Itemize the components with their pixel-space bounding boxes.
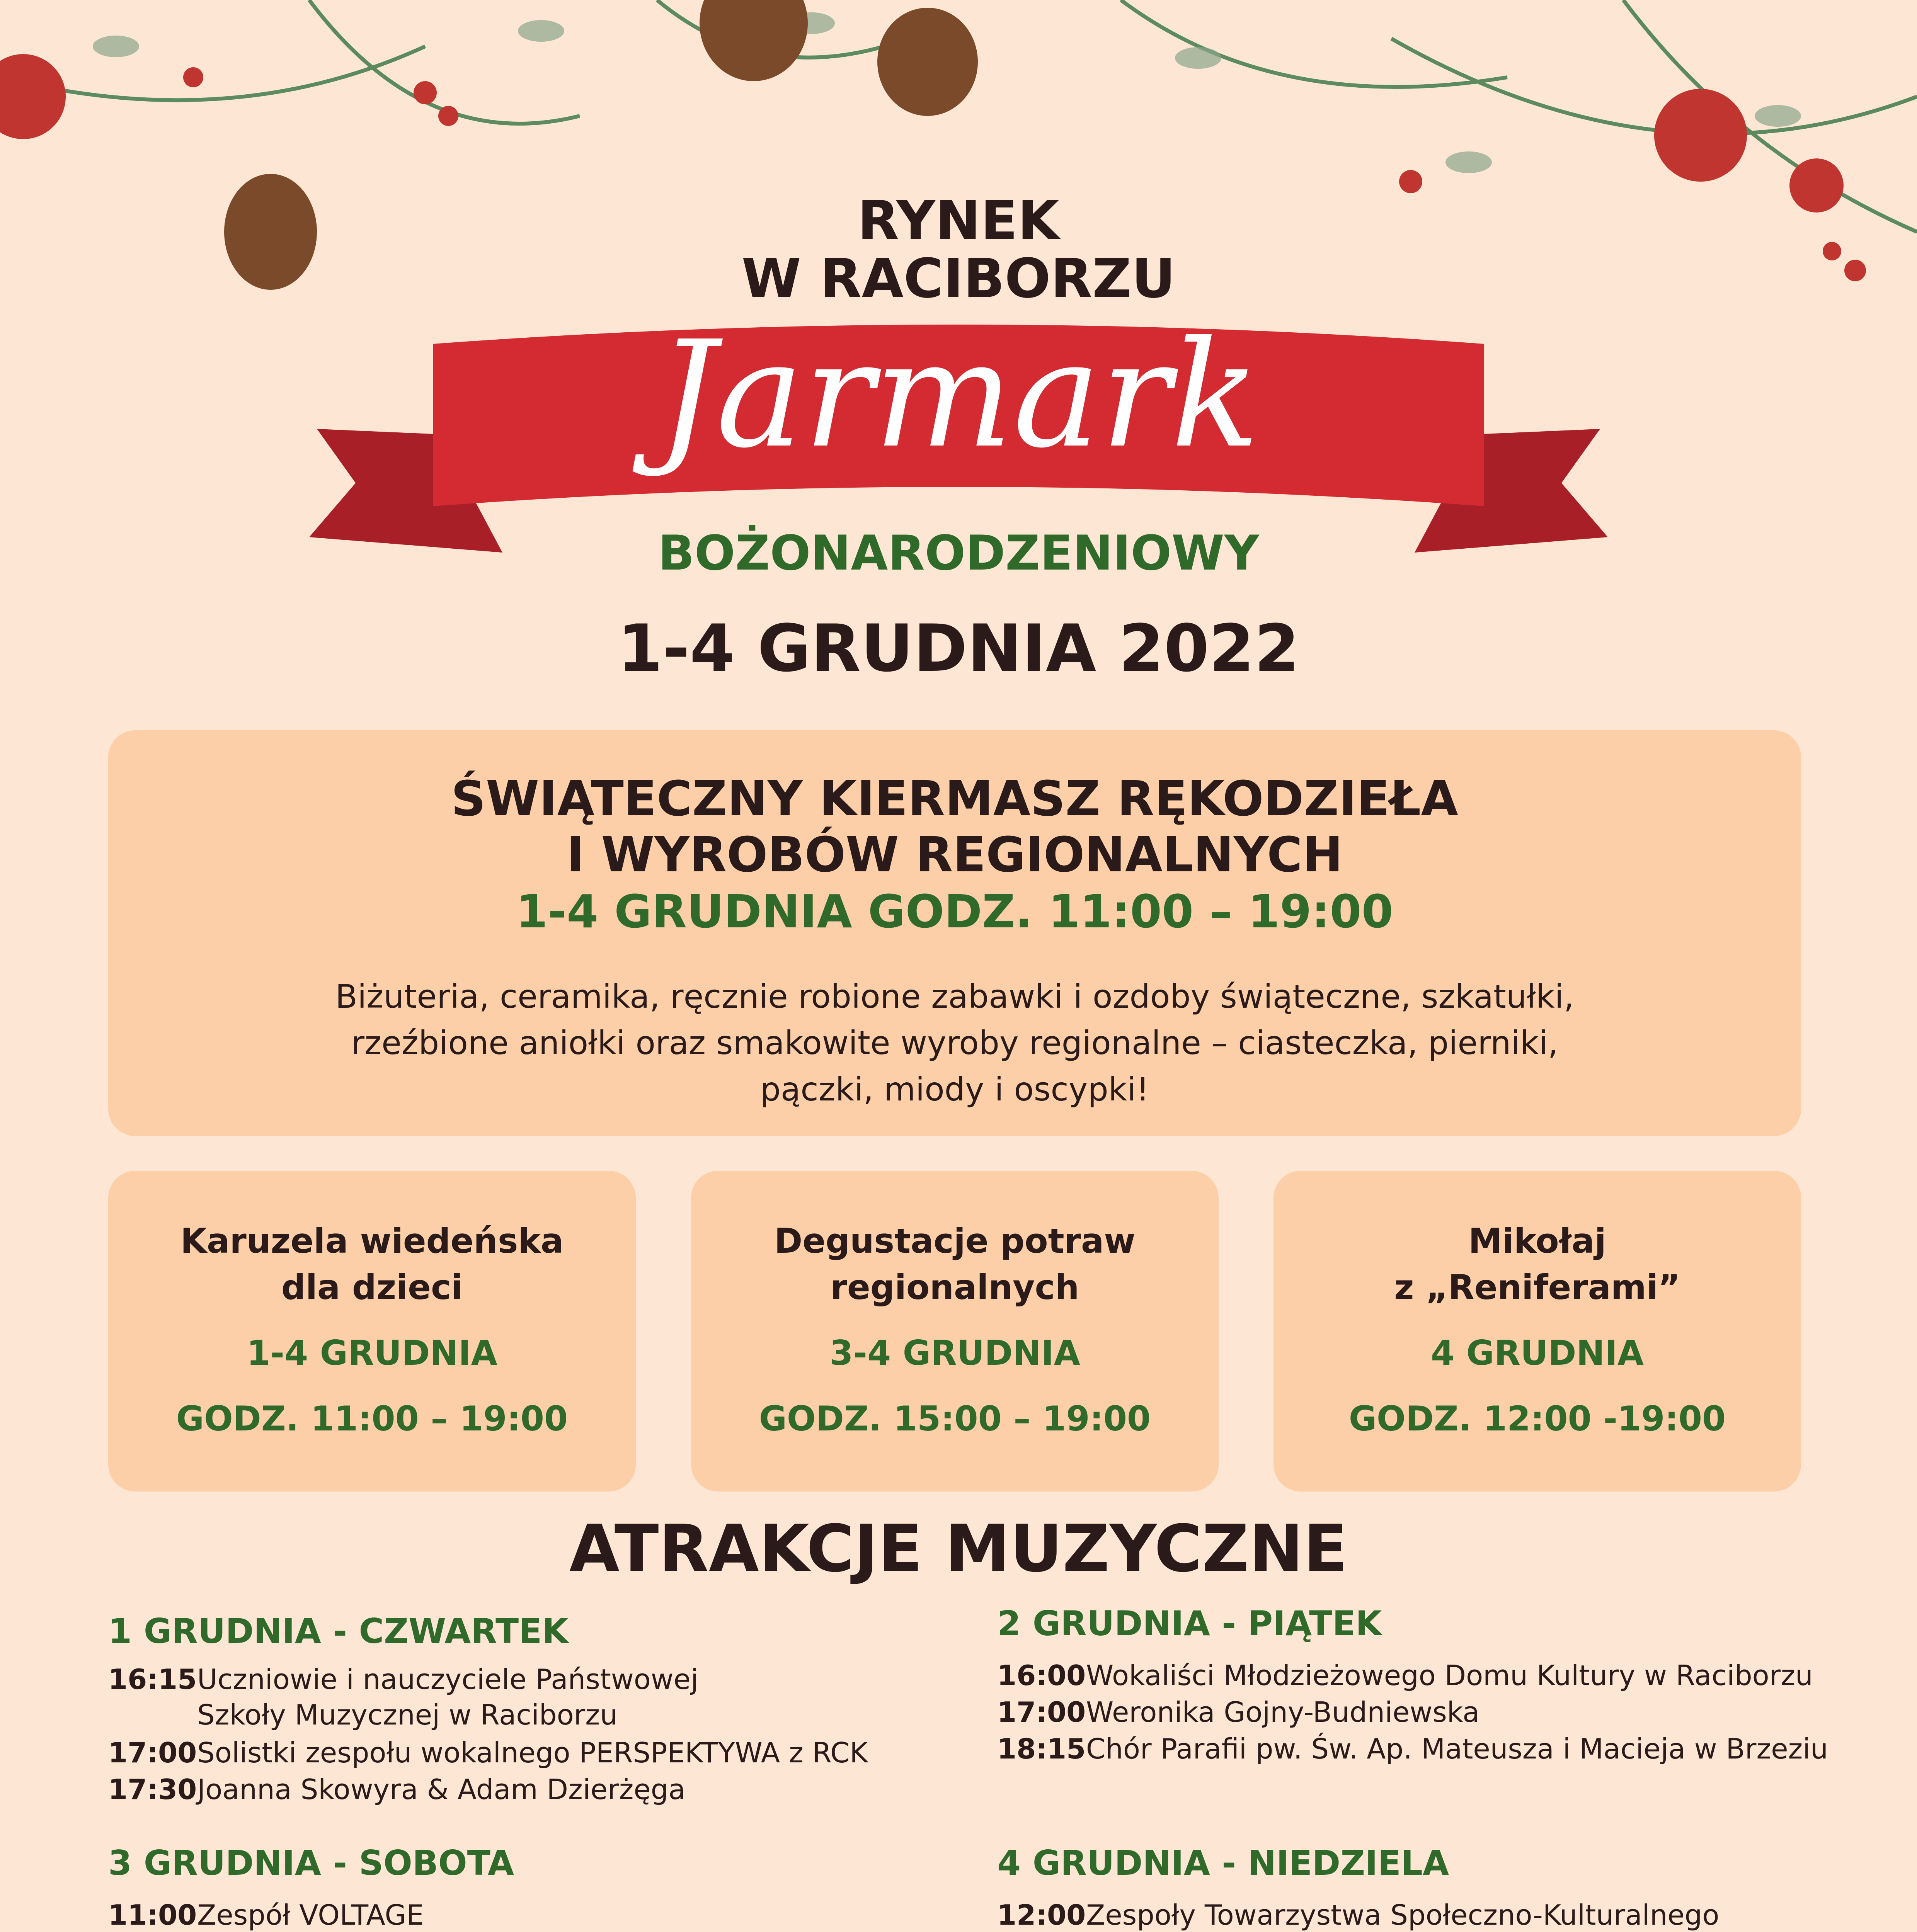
bozonarodzeniowy-subtitle: BOŻONARODZENIOWY <box>658 526 1259 581</box>
karuzela-title-line2: dla dzieci <box>281 1267 463 1307</box>
day1-heading: 1 GRUDNIA - CZWARTEK <box>108 1611 569 1651</box>
row-time: 16:00 <box>997 1659 1086 1692</box>
rynek-line1: RYNEK <box>857 189 1060 252</box>
degustacje-date: 3-4 GRUDNIA <box>829 1333 1080 1373</box>
row-time: 16:15 <box>108 1663 197 1696</box>
row-continuation: Szkoły Muzycznej w Raciborzu <box>197 1699 618 1731</box>
degustacje-title-line2: regionalnych <box>830 1267 1079 1307</box>
degustacje-hours: GODZ. 15:00 – 19:00 <box>759 1399 1151 1439</box>
jarmark-script-title: Jarmark <box>657 309 1260 480</box>
day4-heading: 4 GRUDNIA - NIEDZIELA <box>997 1843 1449 1883</box>
schedule-row <box>997 1897 1847 1932</box>
schedule-row <box>997 1694 1847 1730</box>
row-text: Weronika Gojny-Budniewska <box>1086 1696 1480 1728</box>
mikolaj-title-line2: z „Reniferami” <box>1394 1267 1680 1307</box>
row-time: 11:00 <box>108 1899 197 1931</box>
row-text: Zespoły Towarzystwa Społeczno-Kulturalnego <box>1086 1899 1720 1931</box>
kiermasz-hours: 1-4 GRUDNIA GODZ. 11:00 – 19:00 <box>516 885 1393 938</box>
schedule-row <box>997 1731 1847 1767</box>
row-text: Solistki zespołu wokalnego PERSPEKTYWA z RCK <box>197 1736 868 1769</box>
schedule-row <box>108 1662 958 1733</box>
day3-heading: 3 GRUDNIA - SOBOTA <box>108 1843 514 1883</box>
kiermasz-card <box>108 730 1801 1136</box>
row-text: Wokaliści Młodzieżowego Domu Kultury w Raciborzu <box>1086 1659 1813 1692</box>
kiermasz-desc-line2: rzeźbione aniołki oraz smakowite wyroby regionalne – ciasteczka, pierniki, <box>351 1024 1558 1062</box>
mikolaj-title-line1: Mikołaj <box>1468 1221 1606 1261</box>
schedule-row <box>997 1658 1847 1693</box>
mikolaj-date: 4 GRUDNIA <box>1431 1333 1644 1373</box>
row-time: 17:00 <box>997 1696 1086 1728</box>
row-time: 18:15 <box>997 1733 1086 1765</box>
rynek-line2: W RACIBORZU <box>741 247 1176 310</box>
row-text: Chór Parafii pw. Św. Ap. Mateusza i Macieja w Brzeziu <box>1086 1733 1828 1765</box>
kiermasz-desc-line1: Biżuteria, ceramika, ręcznie robione zabawki i ozdoby świąteczne, szkatułki, <box>335 978 1574 1015</box>
music-section-title: ATRAKCJE MUZYCZNE <box>569 1511 1348 1587</box>
row-text: Joanna Skowyra & Adam Dzierżęga <box>197 1773 686 1806</box>
mikolaj-hours: GODZ. 12:00 -19:00 <box>1348 1399 1726 1439</box>
karuzela-hours: GODZ. 11:00 – 19:00 <box>176 1399 568 1439</box>
karuzela-title-line1: Karuzela wiedeńska <box>180 1221 564 1261</box>
kiermasz-desc-line3: pączki, miody i oscypki! <box>760 1070 1149 1108</box>
karuzela-date: 1-4 GRUDNIA <box>247 1333 497 1373</box>
row-time: 17:00 <box>108 1736 197 1769</box>
degustacje-card <box>691 1171 1219 1492</box>
row-text: Uczniowie i nauczyciele Państwowej <box>197 1663 698 1696</box>
day2-heading: 2 GRUDNIA - PIĄTEK <box>997 1604 1382 1643</box>
schedule-row <box>108 1772 958 1807</box>
schedule-row <box>108 1735 958 1770</box>
degustacje-title-line1: Degustacje potraw <box>774 1221 1136 1261</box>
event-dates: 1-4 GRUDNIA 2022 <box>617 611 1300 686</box>
row-text: Zespół VOLTAGE <box>197 1899 424 1931</box>
mikolaj-card <box>1273 1171 1801 1492</box>
row-time: 17:30 <box>108 1773 197 1806</box>
karuzela-card <box>108 1171 636 1492</box>
schedule-row <box>108 1897 958 1932</box>
kiermasz-title-line2: I WYROBÓW REGIONALNYCH <box>566 827 1343 883</box>
row-time: 12:00 <box>997 1899 1086 1931</box>
kiermasz-title-line1: ŚWIĄTECZNY KIERMASZ RĘKODZIEŁA <box>451 771 1458 827</box>
